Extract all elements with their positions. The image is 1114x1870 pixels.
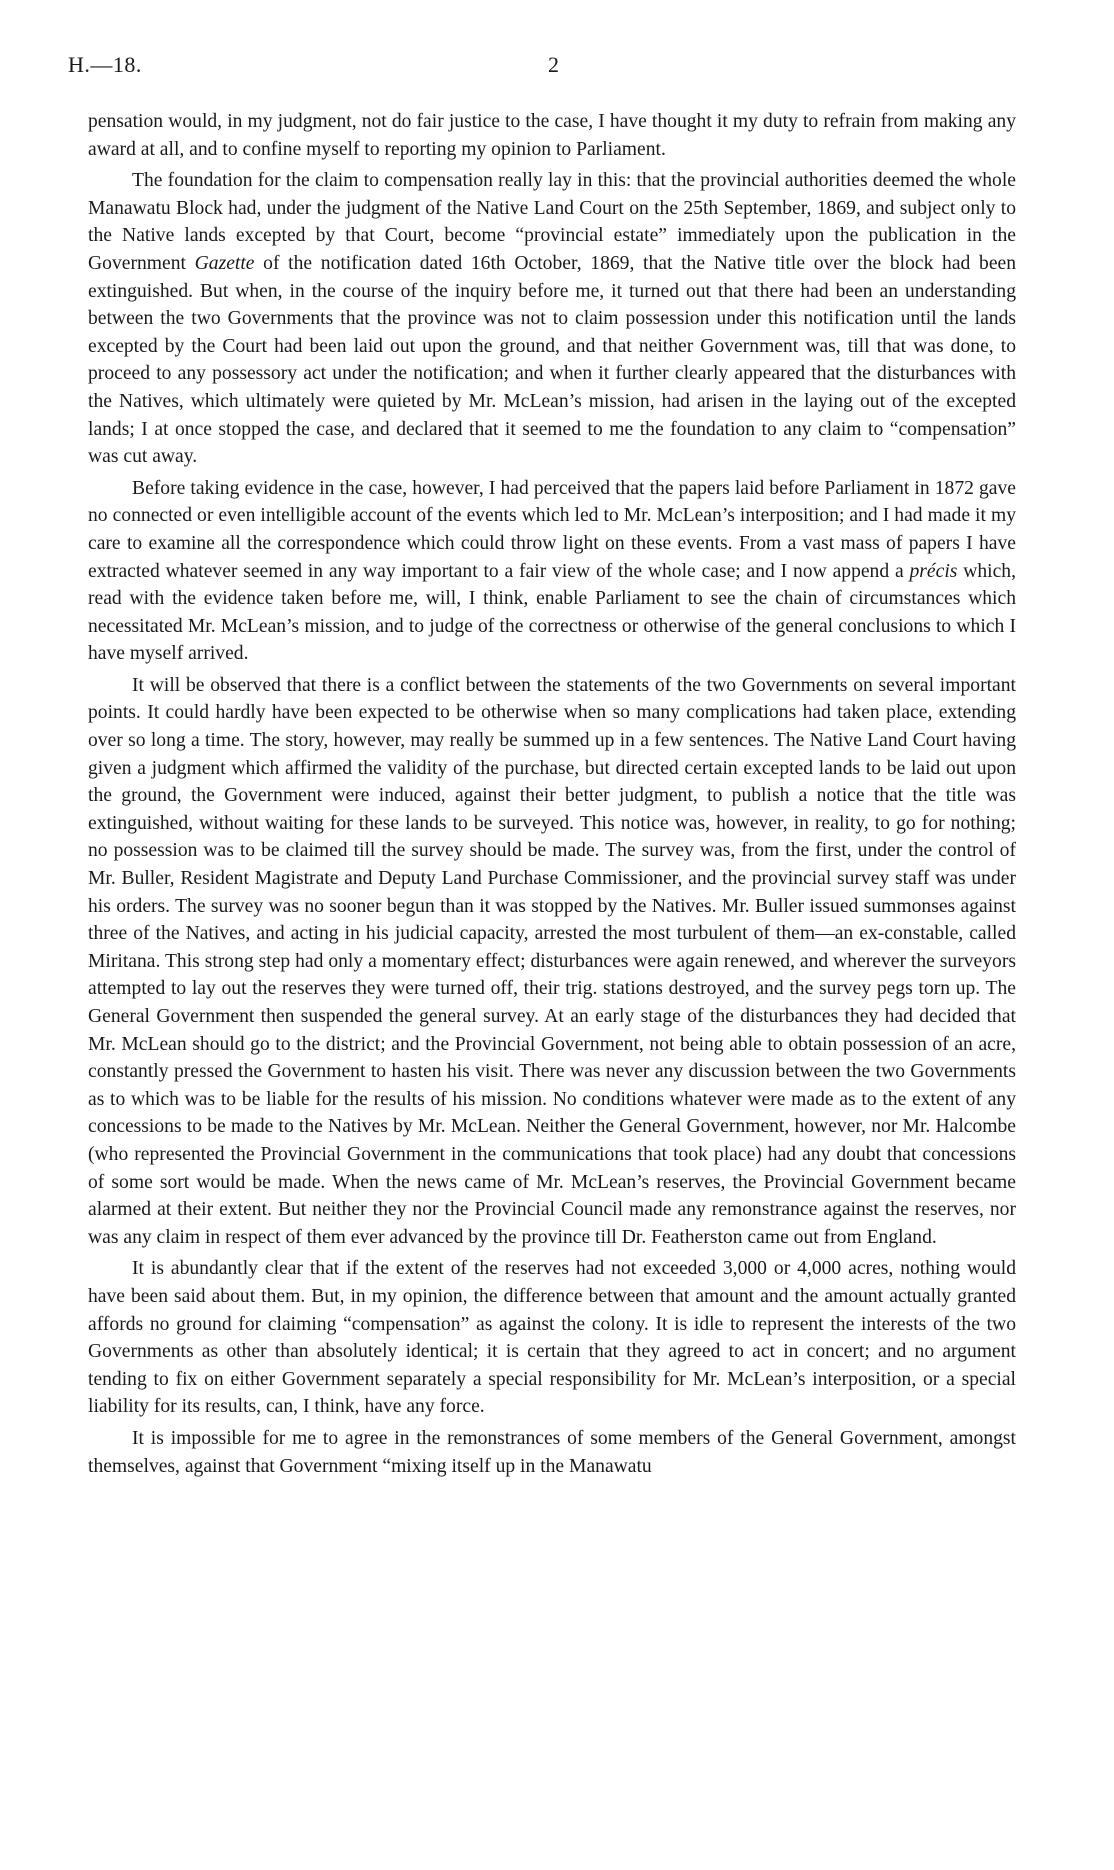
paragraph-evidence-precis (88, 475, 1016, 668)
text-run: It is impossible for me to agree in the remonstrances of some members of the General Government, amongst themselves, against that Government “mixing itself up in the Manawatu (88, 1427, 1016, 1477)
body-text (88, 108, 1016, 1484)
document-reference: H.—18. (68, 52, 142, 77)
paragraph-remonstrances (88, 1425, 1016, 1480)
paragraph-reserves-extent (88, 1255, 1016, 1421)
text-run: of the notification dated 16th October, 1869, that the Native title over the block had been extinguished. But when, in the course of the inquiry before me, it turned out that there had been an understanding between the two Governments that the province was not to claim possession under this notification until the lands excepted by the Court had been laid out upon the ground, and that neither Government was, till that was done, to proceed to any possessory act under the notification; and when it further clearly appeared that the disturbances with the Natives, which ultimately were quieted by Mr. McLean’s mission, had arisen in the laying out of the excepted lands; I at once stopped the case, and declared that it seemed to me the foundation to any claim to “compensation” was cut away. (88, 252, 1017, 468)
text-run: which, read with the evidence taken before me, will, I think, enable Parliament to see the chain of circumstances which necessitated Mr. McLean’s mission, and to judge of the correctness or otherwise of the general conclusions to which I have myself arrived. (88, 560, 1016, 665)
text-run: Before taking evidence in the case, however, I had perceived that the papers laid before Parliament in 1872 gave no connected or even intelligible account of the events which led to Mr. McLean’s interposition; and I had made it my care to examine all the correspondence which could throw light on these events. From a vast mass of papers I have extracted whatever seemed in any way important to a fair view of the whole case; and I now append a (88, 477, 1016, 582)
paragraph-conflict-statements (88, 672, 1016, 1251)
page-header (68, 52, 1034, 82)
text-run-italic: Gazette (194, 252, 255, 274)
text-run: It is abundantly clear that if the extent of the reserves had not exceeded 3,000 or 4,000 acres, nothing would have been said about them. But, in my opinion, the difference between that amount and the amount actually granted affords no ground for claiming “compensation” as against the colony. It is idle to represent the interests of the two Governments as other than absolutely identical; it is certain that they agreed to act in concert; and no argument tending to fix on either Government separately a special responsibility for Mr. McLean’s interposition, or a special liability for its results, can, I think, have any force. (88, 1258, 1016, 1418)
text-run: The foundation for the claim to compensation really lay in this: that the provincial authorities deemed the whole Manawatu Block had, under the judgment of the Native Land Court on the 25th September, 1869, and subject only to the Native lands excepted by that Court, become “provincial estate” immediately upon the publication in the Government (88, 170, 1016, 274)
text-run: It will be observed that there is a conflict between the statements of the two Governments on several important points. It could hardly have been expected to be otherwise when so many complications had taken place, extending over so long a time. The story, however, may really be summed up in a few sentences. The Native Land Court having given a judgment which affirmed the validity of the purchase, but directed certain excepted lands to be laid out upon the ground, the Government were induced, against their better judgment, to publish a notice that the title was extinguished, without waiting for these lands to be surveyed. This notice was, however, in reality, to go for nothing; no possession was to be claimed till the survey should be made. The survey was, from the first, under the control of Mr. Buller, Resident Magistrate and Deputy Land Purchase Commissioner, and the provincial survey staff was under his orders. The survey was no sooner begun than it was stopped by the Natives. Mr. Buller issued summonses against three of the Natives, and acting in his judicial capacity, arrested the most turbulent of them—an ex-constable, called Miritana. This strong step had only a momentary effect; disturbances were again renewed, and wherever the surveyors attempted to lay out the reserves they were turned off, their trig. stations destroyed, and the survey pegs torn up. The General Government then suspended the general survey. At an early stage of the disturbances they had decided that Mr. McLean should go to the district; and the Provincial Government, not being able to obtain possession of an acre, constantly pressed the Government to hasten his visit. There was never any discussion between the two Governments as to which was to be liable for the results of his mission. No conditions whatever were made as to the extent of any concessions to be made to the Natives by Mr. McLean. Neither the General Government, however, nor Mr. Halcombe (who represented the Provincial Government in the communications that took place) had any doubt that concessions of some sort would be made. When the news came of Mr. McLean’s reserves, the Provincial Government became alarmed at their extent. But neither they nor the Provincial Council made any remonstrance against the reserves, nor was any claim in respect of them ever advanced by the province till Dr. Featherston came out from England. (88, 674, 1016, 1248)
text-run-italic: précis (909, 560, 958, 582)
page-number: 2 (548, 52, 559, 77)
paragraph-compensation-foundation (88, 167, 1016, 471)
paragraph-continuation (88, 108, 1016, 163)
text-run: pensation would, in my judgment, not do fair justice to the case, I have thought it my duty to refrain from making any award at all, and to confine myself to reporting my opinion to Parliament. (88, 111, 1016, 160)
